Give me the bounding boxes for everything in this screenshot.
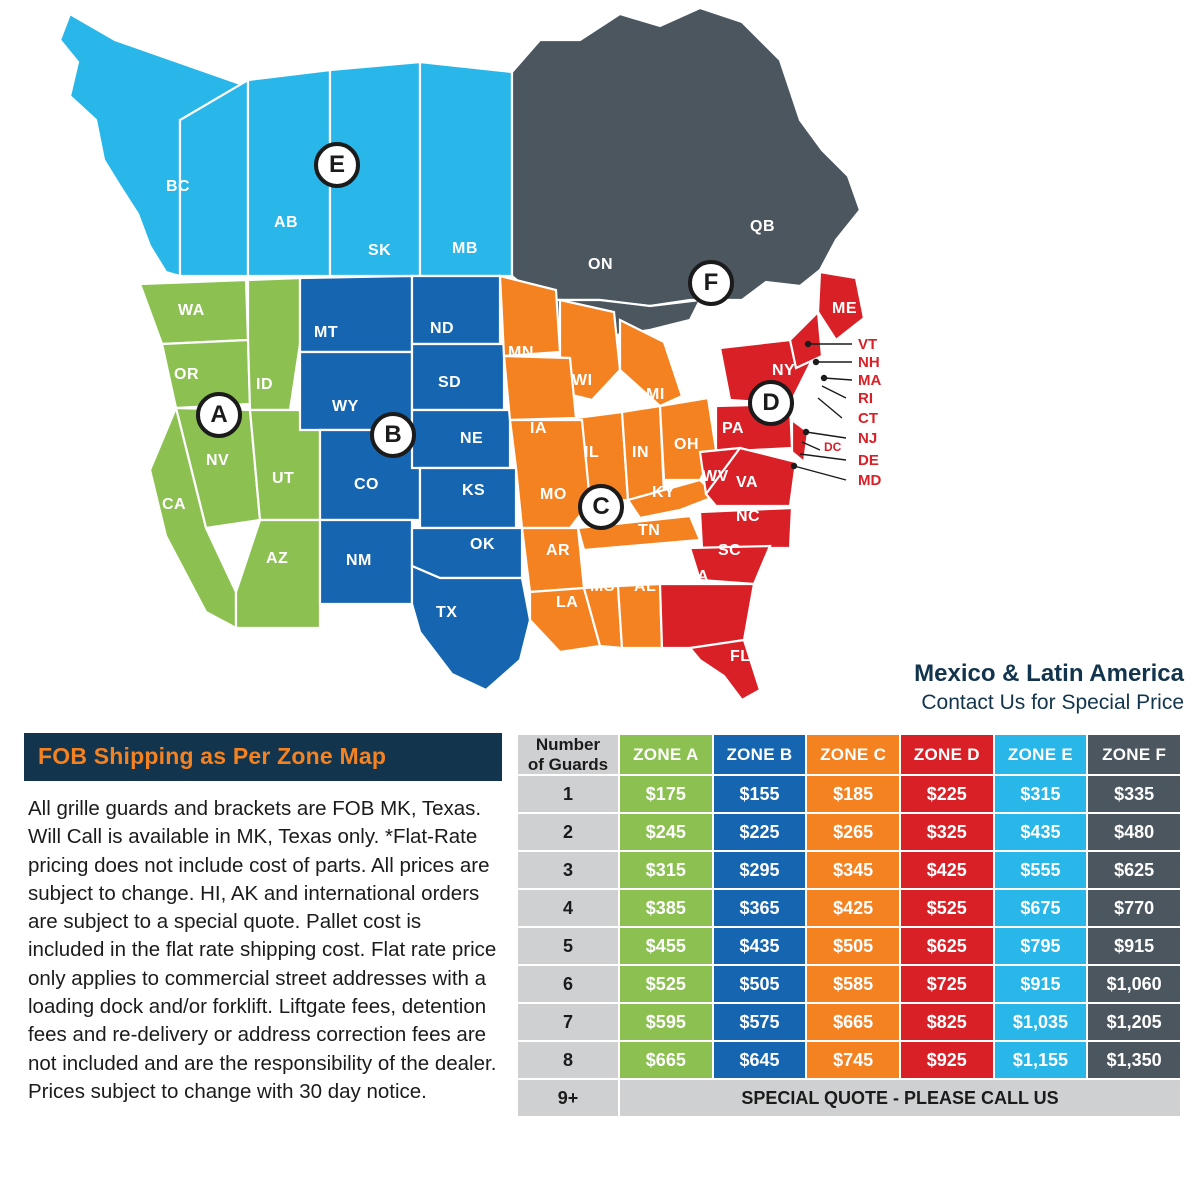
state-label-ca: CA [162,496,187,513]
table-row [517,927,1181,965]
price-zone-f: $1,205 [1087,1003,1181,1041]
price-zone-b: $435 [713,927,807,965]
header-number-of-guards [517,734,619,775]
state-label-mt: MT [314,324,339,341]
table-row [517,1041,1181,1079]
zone-badge-a[interactable] [196,392,242,438]
state-label-mi: MI [646,386,665,403]
state-label-ut: UT [272,470,295,487]
ne-label-ma: MA [858,372,882,389]
guards-count: 2 [517,813,619,851]
price-zone-f: $480 [1087,813,1181,851]
zone-badge-e[interactable] [314,142,360,188]
state-label-ab: AB [274,214,299,231]
state-label-ia: IA [530,420,547,437]
price-zone-d: $625 [900,927,994,965]
state-label-va: VA [736,474,759,491]
state-label-on: ON [588,256,613,273]
price-zone-f: $625 [1087,851,1181,889]
zone-a-region [140,278,320,628]
state-label-il: IL [584,444,600,461]
price-zone-e: $795 [994,927,1088,965]
price-zone-d: $325 [900,813,994,851]
price-zone-c: $265 [806,813,900,851]
price-zone-a: $175 [619,775,713,813]
price-zone-f: $1,060 [1087,965,1181,1003]
state-label-ky: KY [652,484,676,501]
guards-count: 8 [517,1041,619,1079]
price-zone-e: $555 [994,851,1088,889]
zone-badge-b[interactable] [370,412,416,458]
price-zone-c: $505 [806,927,900,965]
price-zone-a: $315 [619,851,713,889]
guards-count: 3 [517,851,619,889]
ne-label-ri: RI [858,390,873,407]
price-zone-c: $345 [806,851,900,889]
state-label-qb: QB [750,218,775,235]
state-label-co: CO [354,476,379,493]
guards-count: 7 [517,1003,619,1041]
zone-rate-table [516,733,1182,1118]
guards-count: 4 [517,889,619,927]
price-zone-a: $245 [619,813,713,851]
price-zone-a: $595 [619,1003,713,1041]
price-zone-d: $725 [900,965,994,1003]
price-zone-b: $295 [713,851,807,889]
state-label-nv: NV [206,452,230,469]
price-zone-c: $665 [806,1003,900,1041]
price-zone-a: $385 [619,889,713,927]
state-label-in: IN [632,444,649,461]
price-zone-e: $435 [994,813,1088,851]
ne-label-de: DE [858,452,879,469]
price-zone-b: $155 [713,775,807,813]
price-zone-b: $575 [713,1003,807,1041]
special-quote-text: SPECIAL QUOTE - PLEASE CALL US [619,1079,1181,1117]
price-zone-b: $225 [713,813,807,851]
zone-badge-b-letter: B [384,421,402,448]
table-row [517,851,1181,889]
header-zone-c: ZONE C [806,734,900,775]
state-label-ks: KS [462,482,486,499]
price-zone-d: $525 [900,889,994,927]
state-label-ga: GA [684,568,709,585]
price-zone-f: $1,350 [1087,1041,1181,1079]
zone-e-region [60,14,512,276]
state-label-mo: MO [540,486,567,503]
price-zone-a: $455 [619,927,713,965]
state-label-sd: SD [438,374,462,391]
mexico-note-subtitle: Contact Us for Special Price [921,690,1184,714]
state-label-nc: NC [736,508,761,525]
state-label-la: LA [556,594,579,611]
ne-label-md: MD [858,472,882,489]
price-zone-e: $1,155 [994,1041,1088,1079]
price-zone-d: $825 [900,1003,994,1041]
ne-label-dc: DC [824,440,842,454]
header-zone-a: ZONE A [619,734,713,775]
price-zone-e: $915 [994,965,1088,1003]
zone-badge-a-letter: A [210,401,228,428]
state-label-ms: MS [590,578,615,595]
zone-badge-f-letter: F [703,269,719,296]
state-label-id: ID [256,376,273,393]
state-label-wy: WY [332,398,359,415]
price-zone-a: $525 [619,965,713,1003]
state-label-wv: WV [702,468,729,485]
price-zone-c: $425 [806,889,900,927]
price-zone-b: $365 [713,889,807,927]
state-label-wi: WI [572,372,593,389]
ne-label-nj: NJ [858,430,878,447]
price-zone-d: $225 [900,775,994,813]
state-label-tx: TX [436,604,458,621]
price-zone-c: $745 [806,1041,900,1079]
header-guards-line1: Number [535,735,601,754]
price-zone-c: $185 [806,775,900,813]
state-label-az: AZ [266,550,289,567]
price-zone-a: $665 [619,1041,713,1079]
zone-badge-c[interactable] [578,484,624,530]
state-label-bc: BC [166,178,191,195]
state-label-ar: AR [546,542,571,559]
table-row [517,813,1181,851]
price-zone-c: $585 [806,965,900,1003]
ne-label-nh: NH [858,354,880,371]
header-zone-e: ZONE E [994,734,1088,775]
guards-count: 1 [517,775,619,813]
state-label-wa: WA [178,302,205,319]
price-zone-f: $915 [1087,927,1181,965]
table-row [517,775,1181,813]
price-zone-e: $315 [994,775,1088,813]
zone-badge-d[interactable] [748,380,794,426]
state-label-sc: SC [718,542,742,559]
header-zone-f: ZONE F [1087,734,1181,775]
price-zone-d: $925 [900,1041,994,1079]
guards-count: 5 [517,927,619,965]
state-label-or: OR [174,366,199,383]
state-label-mn: MN [508,344,534,361]
mexico-latin-america-note [914,660,1184,716]
price-zone-b: $645 [713,1041,807,1079]
zone-badge-c-letter: C [592,493,610,520]
fob-panel-header: FOB Shipping as Per Zone Map [24,733,502,781]
price-zone-d: $425 [900,851,994,889]
price-zone-f: $770 [1087,889,1181,927]
state-label-ny: NY [772,362,796,379]
price-zone-e: $1,035 [994,1003,1088,1041]
state-label-fl: FL [730,648,751,665]
table-header-row [517,734,1181,775]
ne-label-vt: VT [858,336,878,353]
zone-f-region [512,8,860,336]
zone-badge-f[interactable] [688,260,734,306]
table-row [517,965,1181,1003]
state-label-oh: OH [674,436,699,453]
header-guards-line2: of Guards [527,754,609,774]
table-row-special-quote [517,1079,1181,1117]
mexico-note-title: Mexico & Latin America [914,660,1184,687]
state-label-mb: MB [452,240,478,257]
price-zone-b: $505 [713,965,807,1003]
table-row [517,1003,1181,1041]
state-label-pa: PA [722,420,745,437]
price-zone-e: $675 [994,889,1088,927]
state-label-al: AL [634,578,657,595]
guards-count: 9+ [517,1079,619,1117]
zone-badge-e-letter: E [328,151,345,178]
state-label-ne: NE [460,430,484,447]
zone-badge-d-letter: D [762,389,780,416]
guards-count: 6 [517,965,619,1003]
state-label-me: ME [832,300,857,317]
header-zone-d: ZONE D [900,734,994,775]
table-row [517,889,1181,927]
state-label-nd: ND [430,320,455,337]
state-label-ok: OK [470,536,495,553]
state-label-tn: TN [638,522,661,539]
fob-panel-body: All grille guards and brackets are FOB MK, Texas. Will Call is available in MK, Texas only. *Flat-Rate pricing does not include cost of parts. All prices are subject to change. HI, AK and international orders are subject to a special quote. Pallet cost is included in the flat rate shipping cost. Flat rate price only applies to commercial street addresses with a loading dock and/or forklift. Liftgate fees, detention fees and re-delivery or address correction fees are not included and are the responsibility of the dealer. Prices subject to change with 30 day notice. [28,797,497,1103]
header-zone-b: ZONE B [713,734,807,775]
price-zone-f: $335 [1087,775,1181,813]
fob-shipping-panel [24,733,502,1106]
state-label-nm: NM [346,552,372,569]
ne-label-ct: CT [858,410,878,427]
state-label-sk: SK [368,242,392,259]
